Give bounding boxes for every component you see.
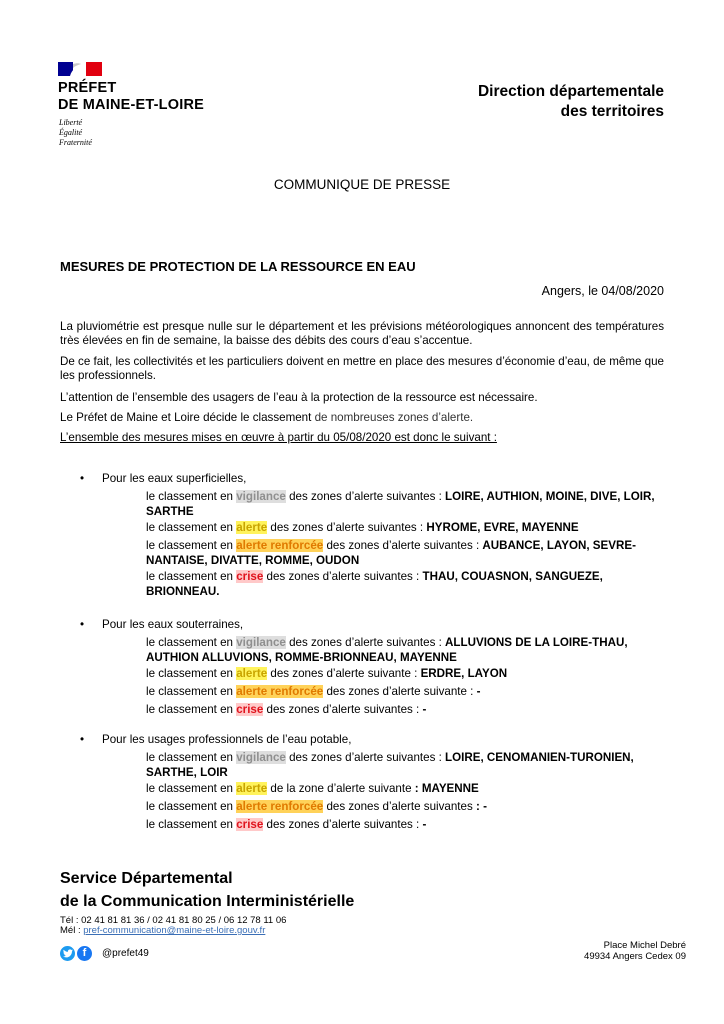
level-vigilance: vigilance bbox=[236, 490, 286, 503]
item-suffix: des zones d’alerte suivantes : bbox=[263, 570, 423, 583]
drinking-vigilance-item bbox=[146, 750, 666, 780]
level-alerte: alerte bbox=[236, 667, 268, 680]
level-alerte-renforcee: alerte renforcée bbox=[236, 800, 324, 813]
level-alerte: alerte bbox=[236, 521, 268, 534]
decision-text: Le Préfet de Maine et Loire décide le classement bbox=[60, 411, 315, 424]
marianne-flag-icon bbox=[58, 60, 102, 78]
item-prefix: le classement en bbox=[146, 490, 237, 503]
document-type: COMMUNIQUE DE PRESSE bbox=[273, 177, 451, 192]
item-prefix: le classement en bbox=[146, 636, 237, 649]
level-alerte-renforcee: alerte renforcée bbox=[236, 685, 324, 698]
level-vigilance: vigilance bbox=[236, 636, 286, 649]
item-prefix: le classement en bbox=[146, 782, 237, 795]
level-crise: crise bbox=[236, 703, 264, 716]
zones-list: ERDRE, LAYON bbox=[420, 667, 508, 680]
zones-list: LOIRE, AUTHION, MOINE, DIVE, LOIR, SARTHE bbox=[146, 490, 655, 518]
zones-list: - bbox=[422, 703, 427, 716]
zones-list: HYROME, EVRE, MAYENNE bbox=[426, 521, 579, 534]
level-crise: crise bbox=[236, 570, 264, 583]
zones-list: : - bbox=[475, 800, 487, 813]
item-prefix: le classement en bbox=[146, 800, 237, 813]
bullet-icon: • bbox=[80, 733, 85, 746]
item-prefix: le classement en bbox=[146, 751, 237, 764]
item-suffix: de la zone d’alerte suivante bbox=[267, 782, 415, 795]
press-release-title: MESURES DE PROTECTION DE LA RESSOURCE EN EAU bbox=[60, 259, 416, 274]
motto-fraternite: Fraternité bbox=[59, 138, 92, 147]
bullet-icon: • bbox=[80, 618, 85, 631]
zones-list: AUBANCE, LAYON, SEVRE-NANTAISE, DIVATTE, ROMME, OUDON bbox=[146, 539, 636, 567]
email-label: Mél : bbox=[60, 925, 84, 936]
paragraph-decision bbox=[60, 411, 664, 425]
service-name-line-2: de la Communication Interministérielle bbox=[60, 893, 355, 910]
twitter-icon[interactable] bbox=[60, 946, 75, 961]
zones-list: LOIRE, CENOMANIEN-TURONIEN, SARTHE, LOIR bbox=[146, 751, 634, 779]
item-suffix: des zones d’alerte suivantes : bbox=[263, 818, 423, 831]
zones-list: : MAYENNE bbox=[414, 782, 479, 795]
item-suffix: des zones d’alerte suivante : bbox=[267, 667, 421, 680]
level-alerte-renforcee: alerte renforcée bbox=[236, 539, 324, 552]
issuing-direction bbox=[478, 82, 664, 122]
paragraph-rainfall: La pluviométrie est presque nulle sur le département et les prévisions météorologiques annoncent des températures très élevées en fin de semaine, la baisse des débits des cours d’eau s’accentue. bbox=[60, 320, 664, 347]
item-suffix: des zones d’alerte suivante : bbox=[323, 685, 477, 698]
paragraph-measures-intro: L’ensemble des mesures mises en œuvre à partir du 05/08/2020 est donc le suivant : bbox=[60, 431, 497, 444]
item-suffix: des zones d’alerte suivantes : bbox=[263, 703, 423, 716]
date-line: Angers, le 04/08/2020 bbox=[541, 284, 664, 298]
ground-renforcee-item bbox=[146, 684, 666, 699]
level-alerte: alerte bbox=[236, 782, 268, 795]
motto-egalite: Égalité bbox=[59, 128, 83, 137]
level-crise: crise bbox=[236, 818, 264, 831]
item-suffix: des zones d’alerte suivantes : bbox=[285, 490, 446, 503]
direction-line-1: Direction départementale bbox=[477, 83, 664, 100]
prefet-department: DE MAINE-ET-LOIRE bbox=[58, 97, 204, 113]
item-prefix: le classement en bbox=[146, 667, 237, 680]
bullet-icon: • bbox=[80, 472, 85, 485]
direction-line-2: des territoires bbox=[560, 103, 664, 120]
section-drinking-water bbox=[80, 733, 351, 746]
social-handle[interactable]: @prefet49 bbox=[102, 947, 149, 959]
item-suffix: des zones d’alerte suivantes bbox=[323, 800, 476, 813]
email-link[interactable]: pref-communication@maine-et-loire.gouv.fr bbox=[83, 925, 266, 936]
paragraph-attention: L’attention de l’ensemble des usagers de l’eau à la protection de la ressource est nécessaire. bbox=[60, 391, 538, 404]
item-suffix: des zones d’alerte suivantes : bbox=[267, 521, 427, 534]
section-groundwater bbox=[80, 618, 243, 631]
surface-vigilance-item bbox=[146, 489, 666, 519]
ground-vigilance-item bbox=[146, 635, 666, 665]
surface-alerte-item bbox=[146, 520, 666, 535]
surface-renforcee-item bbox=[146, 538, 666, 568]
ground-alerte-item bbox=[146, 666, 666, 681]
item-suffix: des zones d’alerte suivantes : bbox=[285, 751, 446, 764]
item-prefix: le classement en bbox=[146, 685, 237, 698]
zones-list: - bbox=[476, 685, 481, 698]
item-prefix: le classement en bbox=[146, 521, 237, 534]
address-line-2: 49934 Angers Cedex 09 bbox=[584, 951, 686, 962]
social-links bbox=[60, 945, 149, 961]
section-title: Pour les usages professionnels de l’eau potable, bbox=[102, 733, 352, 746]
paragraph-measures: De ce fait, les collectivités et les particuliers doivent en mettre en place des mesures d’économie d’eau, de même que les professionnels. bbox=[60, 355, 664, 382]
surface-crise-item bbox=[146, 569, 666, 599]
level-vigilance: vigilance bbox=[236, 751, 286, 764]
email-line bbox=[60, 925, 265, 936]
service-name-line-1: Service Départemental bbox=[60, 870, 233, 887]
item-prefix: le classement en bbox=[146, 539, 237, 552]
item-prefix: le classement en bbox=[146, 703, 237, 716]
decision-zones-text: de nombreuses zones d’alerte. bbox=[314, 411, 474, 424]
zones-list: ALLUVIONS DE LA LOIRE-THAU, AUTHION ALLUVIONS, ROMME-BRIONNEAU, MAYENNE bbox=[146, 636, 628, 664]
prefet-title: PRÉFET bbox=[58, 80, 117, 96]
section-surface-water bbox=[80, 472, 246, 485]
item-prefix: le classement en bbox=[146, 570, 237, 583]
phone-numbers: Tél : 02 41 81 81 36 / 02 41 81 80 25 / 06 12 78 11 06 bbox=[60, 915, 287, 926]
item-suffix: des zones d’alerte suivantes : bbox=[323, 539, 483, 552]
drinking-renforcee-item bbox=[146, 799, 666, 814]
zones-list: THAU, COUASNON, SANGUEZE, BRIONNEAU. bbox=[146, 570, 603, 598]
section-title: Pour les eaux superficielles, bbox=[102, 472, 247, 485]
motto-liberte: Liberté bbox=[59, 118, 83, 127]
drinking-alerte-item bbox=[146, 781, 666, 796]
facebook-icon[interactable]: f bbox=[77, 946, 92, 961]
republic-motto bbox=[59, 118, 92, 148]
section-title: Pour les eaux souterraines, bbox=[102, 618, 244, 631]
postal-address bbox=[584, 940, 686, 962]
drinking-crise-item bbox=[146, 817, 666, 832]
zones-list: - bbox=[422, 818, 427, 831]
item-prefix: le classement en bbox=[146, 818, 237, 831]
address-line-1: Place Michel Debré bbox=[603, 940, 686, 951]
item-suffix: des zones d’alerte suivantes : bbox=[285, 636, 446, 649]
ground-crise-item bbox=[146, 702, 666, 717]
